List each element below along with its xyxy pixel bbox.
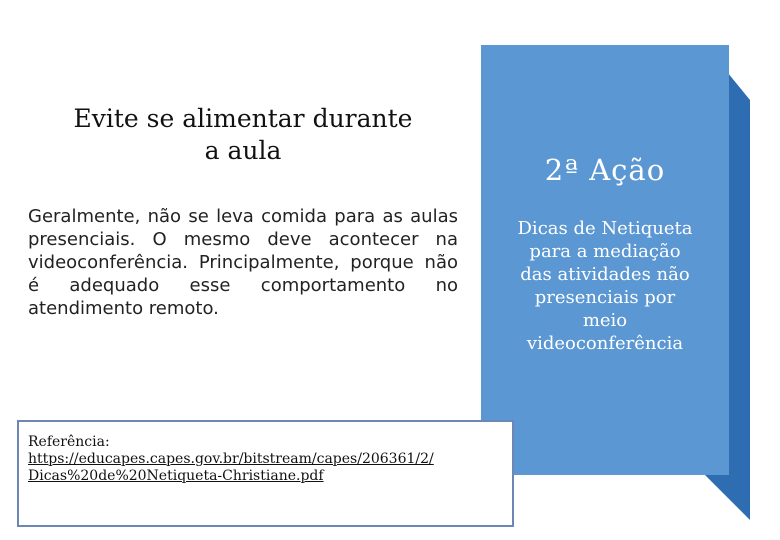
subtitle-line: das atividades não	[520, 264, 690, 285]
title-line-2: a aula	[204, 136, 282, 165]
reference-box	[17, 420, 514, 527]
subtitle-line: meio	[582, 310, 628, 331]
subtitle-line: videoconferência	[526, 333, 684, 354]
slide-title	[18, 103, 468, 167]
panel-subtitle	[487, 217, 723, 355]
title-line-1: Evite se alimentar durante	[73, 104, 413, 133]
subtitle-line: para a mediação	[529, 241, 681, 262]
reference-link[interactable]	[28, 451, 434, 485]
reference-label: Referência:	[28, 434, 110, 450]
subtitle-line: Dicas de Netiqueta	[517, 218, 693, 239]
action-panel	[481, 45, 729, 475]
subtitle-line: presenciais por	[534, 287, 676, 308]
reference-link-line-1: https://educapes.capes.gov.br/bitstream/capes/206361/2/	[28, 451, 434, 467]
body-paragraph: Geralmente, não se leva comida para as aulas presenciais. O mesmo deve acontecer na videoconferência. Principalmente, porque não é adequado esse comportamento no atendimento remoto.	[28, 206, 458, 319]
reference-link-line-2: Dicas%20de%20Netiqueta-Christiane.pdf	[28, 468, 324, 484]
panel-heading: 2ª Ação	[544, 153, 666, 187]
